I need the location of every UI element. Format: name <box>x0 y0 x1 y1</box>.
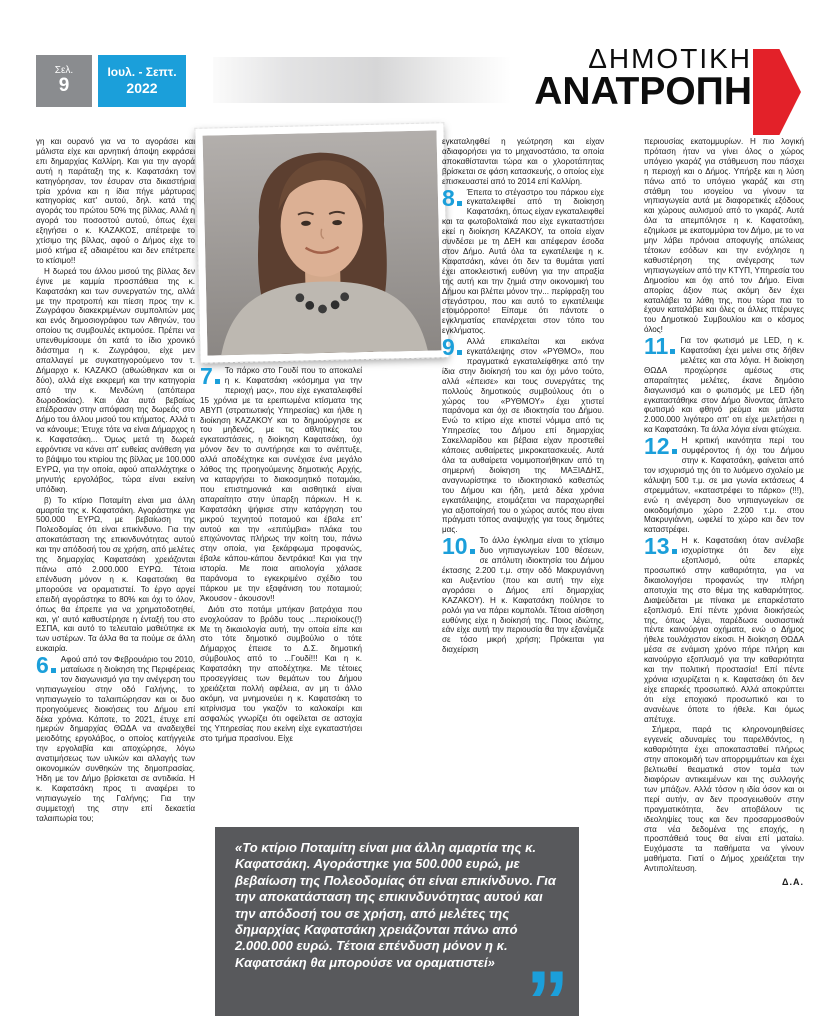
article-column-2 <box>200 366 362 818</box>
article-paragraph: περιουσίας εκατομμυρίων. Η πιο λογική πρόταση ήταν να γίνει όλος ο χώρος υπόγειο γκαράζ για στάθμευση που πάσχει η περιοχή και ο Δήμος. Υπήρξε και η λύση πάνω από το υπόγειο γκαράζ και στη στάθμη του ισογείου να γίνουν τα νηπιαγωγεία αυτά με διαφορετικές εξόδους και χώρους αυλισμού από το γκαράζ. Αυτά όλα τα απεμπόλησε η κ. Καφατσάκη, εζημίωσε με εκατομμύρια τον Δήμο, με το να μην λάβει πρόνοια αποφυγής απώλειας τέτοιων εσόδων και την ενόχλησε η καθυστέρηση της ανέγερσης των νηπιαγωγείων από την ΚΤΥΠ, Υπηρεσία του Δημοσίου και όχι από τον Δήμο. Είναι απορίας άξιον πως ακόμη δεν έχει καταλάβει τα λάθη της, που τώρα πια το έχουν καταλάβει και όλες οι άλλες πτέρυγες του Δημοτικού Συμβουλίου και ο κόσμος όλος! <box>644 137 804 335</box>
numbered-paragraph: 10 Το άλλο έγκλημα είναι το χτίσιμο δυο νηπιαγωγείων 100 θέσεων, σε απόλυτη ιδιοκτησία του Δήμου έκτασης 2.200 τ.μ. στην οδό Μακρυγιάννη και Αυξεντίου (που και αυτή την είχε αγοράσει ο Δήμος επί δημαρχίας ΚΑΖΑΚΟΥ). Η κ. Καφατσάκη πούλησε το ρολόι για να πάρει κομπολόι. Τέτοια αίσθηση ευθύνης είχε η διοίκησή της. Ποιος ιδιώτης, εάν είχε αυτή την περιουσία θα την εξανέμιζε σε τόσο μικρή χρήση; Πρόκειται για διαχείριση <box>442 533 604 655</box>
numbered-paragraph: 13 Η κ. Καφατσάκη όταν ανέλαβε ισχυρίστηκε ότι δεν είχε εξοπλισμό, ούτε επαρκές προσωπικό στην καθαριότητα, για να δικαιολογήσει προφανώς την πλήρη αποτυχία της στο θέμα της καθαριότητος. Διαψεύδεται με πίνακα με επαρκέστατο εξοπλισμό. Επί πέντε χρόνια διοικήσεώς της, όπως λέγει, παρέδωσε ουσιαστικά πέντε καινούργια οχήματα, ενώ ο Δήμος ήθελε τουλάχιστον είκοσι. Η διοίκηση ΘΩΔΑ μέσα σε ενάμιση χρόνο πήρε πλήρη και καινούργιο εξοπλισμό για την καθαριότητα και την πολιτική προστασία! Επί πέντε χρόνια ισχυρίζεται η κ. Καφατσάκη ότι δεν είχε επαρκές προσωπικό. Αλλά αποκρύπτει ότι είχε εποχιακό προσωπικό και το ανανέωνε όποτε το ήθελε. Και όμως απέτυχε. <box>644 533 804 724</box>
article-paragraph: β) Το κτίριο Ποταμίτη είναι μια άλλη αμαρτία της κ. Καφατσάκη. Αγοράστηκε για 500.000 ΕΥΡΩ, με βεβαίωση της Πολεοδομίας ότι είναι επικίνδυνο. Για την αποκατάσταση της επικινδυνότητας αυτού και την απόδοσή του σε χρήση, από μελέτες της δημαρχίας Καφατσάκη χρειάζονται πάνω από 2.000.000 ΕΥΡΩ. Τέτοια επένδυση μόνον η κ. Καφατσάκη θα μπορούσε να οραματιστεί. Το έργο αργεί επειδή αγοράστηκε το 80% και όχι το όλον, όπως θα έπρεπε για να χρηματοδοτηθεί, και, γι' αυτό καθυστέρησε η ένταξή του στο ΕΣΠΑ, και αυτό το τελευταίο μαθεύτηκε εκ των υστέρων. Τα άλλα θα τα πούμε σε άλλη ευκαιρία. <box>36 495 195 654</box>
item-number-badge: 9 <box>442 338 462 358</box>
masthead <box>470 43 752 113</box>
item-number-dot <box>457 201 462 206</box>
numbered-paragraph: 12 Η κριτική ικανότητα περί του συμφέροντος ή όχι του Δήμου στην κ. Καφατσάκη, φαίνεται από τον ισχυρισμό της ότι το λυόμενο σχολείο με κάλυψη 500 τ.μ. σε μια γωνία εκτάσεως 4 στρεμμάτων, «καταστρέφει το πάρκο» (!!!), ενώ η ανέγερση δυο νηπιαγωγείων σε οικοδομήσιμο χώρο 2.200 τ.μ. στου Μακρυγιάννη, ωφελεί το χώρο και δεν τον καταστρέφει. <box>644 433 804 535</box>
issue-period: Ιουλ. - Σεπτ. <box>107 65 177 80</box>
item-number-badge: 7 <box>200 367 220 387</box>
pull-quote-text: «Το κτίριο Ποταμίτη είναι μια άλλη αμαρτία της κ. Καφατσάκη. Αγοράστηκε για 500.000 ευρώ, με βεβαίωση της Πολεοδομίας ότι είναι επικίνδυνο. Για την αποκατάσταση της επικινδυνότητας αυτού και την απόδοσή του σε χρήση, από μελέτες της δημαρχίας Καφατσάκη χρειάζονται πάνω από 2.000.000 ευρώ. Τέτοια επένδυση μόνον η κ. Καφατσάκη θα μπορούσε να οραματιστεί» <box>235 840 556 970</box>
numbered-paragraph: 11 Για τον φωτισμό με LED, η κ. Καφατσάκη έχει μείνει στις δήθεν μελέτες και στα λόγια. Η διοίκηση ΘΩΔΑ προχώρησε αμέσως στις απαραίτητες μελέτες, έκανε δημόσιο διαγωνισμό και ο φωτισμός με LED ήδη εγκαταστάθηκε στον Δήμο δίνοντας άπλετο φωτισμό και φθηνό ρεύμα και μάλιστα 2.000.000 λιγότερο απ' οτι είχε μελετήσει η κα Καφατσάκη. Τα άλλα λόγια είναι φτώχεια. <box>644 333 804 435</box>
article-column-3 <box>442 137 604 815</box>
item-number-dot <box>51 668 56 673</box>
numbered-paragraph: 9 Αλλά επικαλείται και εικόνα εγκατάλειψης στον «ΡΥΘΜΟ», που πραγματικά εγκαταλείφθηκε από την ίδια στην διοίκησή του και όχι μόνο τούτο, αλλά «έπεισε» και τους συνεργάτες της πολλούς δημοτικούς συμβούλους ότι ο χώρος του «ΡΥΘΜΟΥ» έχει χτιστεί παράνομα και όχι σε ιδιοκτησία του Δήμου. Ενώ το κτίριο είχε κτιστεί νόμιμα από τις Υπηρεσίες του Δήμου επί δημαρχίας Σακελλαρίδου και βέβαια είχαν προστεθεί κάποιες αυθαίρετες μικροκατασκευές. Αυτά όλα τα αυθαίρετα νομιμοποιήθηκαν από τη σημερινή διοίκηση της ΜΑΞΙΑΔΗΣ, αναγνωρίστηκε το ιδιοκτησιακό καθεστώς του Δήμου και ήδη, μετά δέκα χρόνια εγκατάλειψης, ετοιμάζεται να παραχωρηθεί για αξιοποίησή του ο χώρος αυτός που είναι πράγματι τόπος αναψυχής για τους δημότες μας. <box>442 334 604 535</box>
item-number-badge: 6 <box>36 656 56 676</box>
item-number-dot <box>672 549 677 554</box>
item-number-dot <box>672 449 677 454</box>
quote-mark-icon: ” <box>526 954 565 1021</box>
article-paragraph: Σήμερα, παρά τις κληρονομηθείσες εγγενείς αδυναμίες του παρελθόντος, η καθαριότητα έχει αποκατασταθεί πλήρως στην αποκομιδή των απορριμμάτων και έχει βελτιωθεί θεαματικά στον τομέα των διαφόρων αντικειμένων και της συλλογής των μπάζων. Αλλά τόσον η ιδία όσον και οι περί αυτήν, αν δεν προσγειωθούν στην πραγματικότητα, δεν αποβάλουν τις ιδεοληψίες τους και δεν προσαρμοσθούν στα νέα δεδομένα της εποχής, η προσπάθειά τους θα είναι επί ματαίω. Ευχόμαστε τα παθήματα να γίνουν μαθήματα. Γιατί ο Δήμος χρειάζεται την Αντιπολίτευση. <box>644 725 804 874</box>
item-number-badge: 8 <box>442 189 462 209</box>
portrait-photo-illustration <box>203 130 442 355</box>
item-number-badge: 11 <box>644 337 675 357</box>
page-number: 9 <box>58 75 70 97</box>
issue-year: 2022 <box>126 79 158 96</box>
article-column-1 <box>36 137 195 1009</box>
masthead-line1: ΔΗΜΟΤΙΚΗ <box>588 43 752 74</box>
article-column-4 <box>644 137 804 999</box>
portrait-photo <box>195 123 448 363</box>
article-paragraph: Η δωρεά του άλλου μισού της βίλλας δεν έγινε με καμμία προσπάθεια της κ. Καφατσάκη και των συνεργατών της, αλλά με την προτροπή και πίεση προς την κ. Ζωγράφου διακεκριμένων συμπολιτών μας και ενός δημοσιογράφου των Αθηνών, του οποίου τις συμβουλές εκτιμούσε. Πρέπει να υπενθυμίσουμε ότι κατά το ίδιο χρονικό διάστημα η κ. Ζωγράφου, είχε μεν απαλλαγεί με συγκατηγορούμενο τον τ. Δήμαρχο κ. ΚΑΖΑΚΟ (αθωώθηκαν και οι δύο), αλλά είχε εκκρεμή και την κατηγορία από την κ. Μενδώνη (απόπειρα δωροδοκίας). Και όλα αυτά βεβαίως επέδρασαν στην απόφαση της δωρεάς στο Δήμο του άλλου μισού του κτήματος. Αλλά τι να κάνουμε; Έτυχε τότε να είναι Δήμαρχος η κ. Καφατσάκη... Όμως μετά τη δωρεά εφρόντισε να κάνει απ' ευθείας ανάθεση για το βάψιμο του κτιρίου της βίλλας με 100.000 ΕΥΡΩ, για την οποία, αφού απαλλάχτηκε ο μηνυτής εργολάβος, τώρα είναι εκείνη υπόδικη. <box>36 266 195 494</box>
item-number-dot <box>215 379 220 384</box>
header-gradient-bar <box>213 57 511 103</box>
red-arrow-icon <box>753 49 801 135</box>
pull-quote <box>215 827 579 1021</box>
page-label: Σελ. <box>54 64 74 76</box>
page-number-box <box>36 55 92 107</box>
masthead-line2: ΑΝΑΤΡΟΠΗ <box>534 70 752 113</box>
author-signature: Δ.Α. <box>782 877 804 888</box>
item-number-badge: 13 <box>644 537 677 557</box>
issue-date-box <box>98 55 186 107</box>
numbered-paragraph: 6 Αφού από τον Φεβρουάριο του 2010, ματαίωσε η διοίκηση της Περιφέρειας τον διαγωνισμό για την ανέγερση του νηπιαγωγείου στην οδό Γαλήνης, το νηπιαγωγείο το ταλαιπώρησαν και οι δυο προηγούμενες διοικήσεις του Δήμου επί δέκα χρόνια. Κάποτε, το 2021, έτυχε επί ημερών δημαρχίας ΘΩΔΑ να αναδειχθεί μειοδότης εργολάβος, ο οποίος κατήγγειλε την εργολαβία και αποχώρησε, λόγω ανατιμήσεως των υλικών και αλλαγής των οικονομικών συνθηκών της δημοπρασίας. Ήδη με τον Δήμο βρίσκεται σε αντιδικία. Η κ. Καφατσάκη προς τι αναφέρει το νηπιαγωγείο της Γαλήνης; Για την συμμετοχή της στην επί δεκαετία ταλαιπωρία του; <box>36 652 195 823</box>
numbered-paragraph: 8 Έπειτα το στέγαστρο του πάρκου είχε εγκαταλειφθεί από τη διοίκηση Καφατσάκη, όπως είχαν εγκαταλειφθεί και τα φωτοβολταϊκά που είχε εγκαταστήσει εκεί η διοίκηση ΚΑΖΑΚΟΥ, τα οποία είχαν συνδέσει με τη ΔΕΗ και απέφεραν έσοδα στον Δήμο. Αυτά όλα τα εγκατέλειψε η κ. Καφατσάκη, κάνει ότι δεν τα θυμάται γιατί έχει αποκλειστική ευθύνη για την απραξία της αυτή και την ζημιά στην οικονομική του Δήμου και βλέπει μόνον την... περίφραξη του στεγάστρου, που και αυτό το εγκατέλειψε ετοιμόρροπο! Είπαμε ότι πάντοτε ο εγκληματίας επανέρχεται στον τόπο του εγκλήματος. <box>442 184 604 336</box>
article-paragraph: εγκαταληφθεί η γεώτρηση και είχαν αδιαφορήσει για το μηχανοστάσιο, τα οποία αποκαθίστανται τώρα και ο χλοροτάπητας βρίσκεται σε φάση κατασκευής, ο οποίος είχε επισκευαστεί από το 2014 επί Καλλίρη. <box>442 137 604 186</box>
numbered-paragraph: 7 Το πάρκο στο Γουδί που το αποκαλεί η κ. Καφατσάκη «κόσμημα για την περιοχή μας», που είχε εγκαταλειφθεί 15 χρόνια με τα ερειπωμένα κτίσματα της ΑΒΥΠ (στρατιωτικής Υπηρεσίας) και ήλθε η διοίκηση ΚΑΖΑΚΟΥ και το δημιούργησε εκ του μηδενός, με τις αθλητικές του εγκαταστάσεις, η διοίκηση Καφατσάκη, όχι μόνον δεν το συντήρησε και το ανέπτυξε, αλλά αποδέχτηκε και συνέχισε ένα μεγάλο λάθος της προηγούμενης δημοτικής Αρχής, να καταργήσει το διακοσμητικό ποταμάκι, που επιστημονικά και αισθητικά είναι απαραίτητο στην ύπαρξη πάρκων. Η κ. Καφατσάκη ψήφισε στην κατάργηση του μικρού τεχνητού ποταμού και έβαλε επ' αυτού και την «επιτύμβια» πλάκα του επιχώνοντας πλήρως την κοίτη του, πάνω στην οποία, για ξεκάρφωμα προφανώς, έβαλε κάπου-κάπου δεντράκια! Και για την ιστορία. Με ποια αιτιολογία χάλασε παράνομα το εγκεκριμένο σχέδιο του πάρκου με την εξαφάνιση του ποταμιού; Άκουσον - άκουσον!! <box>200 366 362 603</box>
article-paragraph: Διότι στο ποτάμι μπήκαν βατράχια που ενοχλούσαν το βράδυ τους ...περιοίκους(!) Με τη δικαιολογία αυτή, την οποία είπε και στο τότε δημοτικό συμβούλιο ο τότε Δήμαρχος έπεισε το Δ.Σ. δημοτική σύμβουλος από το ...Γουδί!!! Και η κ. Καφατσάκη την αποδέχτηκε. Με τέτοιες προσεγγίσεις των θεμάτων του Δήμου χρειάζεται πολλή αφέλεια, αν μη τι άλλο ακόμη, να μνημονεύει η κ. Καφατσάκη το κιτρίνισμα του γκαζόν το καλοκαίρι και ασφαλώς γνωρίζει ότι οφείλεται σε αστοχία της Υπηρεσίας που εκείνη είχε εγκαταστήσει στο τμήμα πρασίνου. Είχε <box>200 604 362 743</box>
item-number-dot <box>670 349 675 354</box>
article-paragraph: γη και ουρανό για να το αγοράσει και μάλιστα είχε και αρνητική άποψη εκφράσει επι δημαρχίας Καλλίρη. Και για την αγορά αυτή η παράταξη της κ. Καφατσάκη τον κατηγόρησαν, τον έσυραν στα δικαστήρια τρία χρόνια και η ίδια πήγε μάρτυρας κατηγορίας κατ' αυτού, δηλ. κατά της αγοράς του πρώτου 50% της βίλλας. Αλλά η αγορά του ποσοστού αυτού, όπως έχει εξηγήσει ο κ. ΚΑΖΑΚΟΣ, απέτρεψε το χτίσιμο της βίλλας, αφού ο Δήμος είχε το μισό κτήμα εξ αδιαιρέτου και δεν επέτρεπε το κτίσιμο!! <box>36 137 195 265</box>
item-number-dot <box>470 549 475 554</box>
item-number-badge: 12 <box>644 437 677 457</box>
item-number-badge: 10 <box>442 537 475 557</box>
item-number-dot <box>457 350 462 355</box>
